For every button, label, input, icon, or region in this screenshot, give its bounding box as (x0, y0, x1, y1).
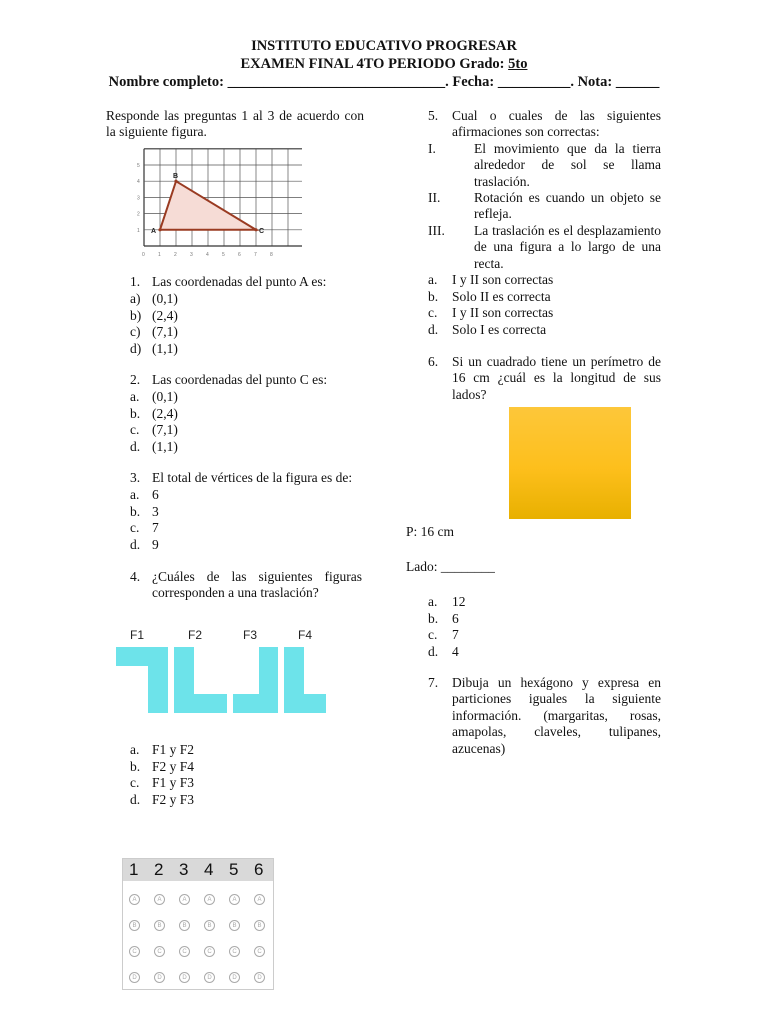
answer-bubble[interactable]: C (254, 946, 265, 957)
q1-text: Las coordenadas del punto A es: (152, 274, 327, 289)
answer-bubble[interactable]: A (154, 894, 165, 905)
answer-bubble[interactable]: C (129, 946, 140, 957)
q3-option-4-key: d. (130, 536, 141, 552)
q2-option-2-key: b. (130, 405, 141, 421)
answer-bubble[interactable]: D (154, 972, 165, 983)
q4-option-3-key: c. (130, 775, 140, 790)
q5-option-4-key: d. (428, 321, 439, 337)
figure-label-f1: F1 (130, 628, 145, 642)
q1-option-1-key: a) (130, 291, 141, 306)
q5-statement-3-key: III. (428, 223, 445, 238)
answer-bubble[interactable]: D (229, 972, 240, 983)
q3-text: El total de vértices de la figura es de: (152, 470, 353, 485)
q5-option-2[interactable]: Solo II es correcta (452, 288, 551, 304)
answer-sheet-question-1: 1 (129, 860, 139, 879)
q6-text: Si un cuadrado tiene un perímetro de 16 cm ¿cuál es la longitud de sus lados? (452, 354, 661, 402)
q2-option-1-key: a. (130, 389, 140, 404)
point-marker (254, 228, 257, 231)
q4-option-1[interactable]: F1 y F2 (152, 742, 195, 757)
q6-option-2-key: b. (428, 610, 439, 626)
x-tick-label: 1 (158, 252, 161, 258)
q3-option-2-key: b. (130, 503, 141, 519)
q1-option-4-key: d) (130, 340, 142, 356)
answer-sheet-header (123, 859, 273, 881)
q2-option-1[interactable]: (0,1) (152, 389, 178, 404)
q2-option-2[interactable]: (2,4) (152, 405, 178, 421)
y-tick-label: 5 (137, 163, 140, 169)
y-tick-label: 2 (137, 211, 140, 218)
q6-option-4[interactable]: 4 (452, 643, 459, 659)
q5-option-2-key: b. (428, 288, 439, 304)
q2-text: Las coordenadas del punto C es: (152, 372, 328, 387)
q2-option-3-key: c. (130, 422, 140, 437)
yellow-square (509, 407, 631, 519)
answer-bubble[interactable]: D (204, 972, 215, 983)
point-label-b: B (173, 173, 179, 181)
answer-sheet-question-6: 6 (254, 860, 264, 879)
answer-bubble[interactable]: D (254, 972, 265, 983)
q5-option-3-key: c. (428, 305, 438, 320)
q5-statement-2: Rotación es cuando un objeto se refleja. (474, 190, 661, 222)
point-label-a: A (151, 227, 157, 235)
exam-title (0, 56, 768, 73)
q6-option-4-key: d. (428, 643, 439, 659)
answer-bubble[interactable]: D (179, 972, 190, 983)
point-label-c: C (259, 227, 265, 235)
q3-option-3-key: c. (130, 520, 140, 535)
answer-bubble[interactable]: B (179, 920, 190, 931)
x-tick-label: 7 (254, 252, 257, 258)
x-tick-label: 4 (206, 252, 209, 258)
q6-number: 6. (428, 354, 439, 369)
q3-option-2[interactable]: 3 (152, 503, 159, 519)
q6-option-1-key: a. (428, 594, 438, 609)
answer-bubble[interactable]: B (154, 920, 165, 931)
q5-number: 5. (428, 108, 439, 123)
q4-option-1-key: a. (130, 742, 140, 757)
q6-option-1[interactable]: 12 (452, 594, 466, 609)
figure-label-f4: F4 (298, 628, 313, 642)
q2-number: 2. (130, 372, 141, 387)
answer-bubble[interactable]: D (129, 972, 140, 983)
q5-statement-1-key: I. (428, 141, 436, 156)
q5-option-1[interactable]: I y II son correctas (452, 272, 554, 287)
answer-bubble[interactable]: B (129, 920, 140, 931)
q1-option-3[interactable]: (7,1) (152, 324, 178, 339)
answer-sheet (122, 858, 274, 990)
q1-option-2[interactable]: (2,4) (152, 307, 178, 323)
answer-bubble[interactable]: A (179, 894, 190, 905)
answer-bubble[interactable]: C (229, 946, 240, 957)
answer-bubble[interactable]: A (129, 894, 140, 905)
q5-option-1-key: a. (428, 272, 438, 287)
intro-instructions: Responde las preguntas 1 al 3 de acuerdo con la siguiente figura. (106, 108, 364, 140)
q5-statement-3: La traslación es el desplazamiento de una figura a lo largo de una recta. (474, 223, 661, 271)
q5-text: Cual o cuales de las siguientes afirmaciones son correctas: (452, 108, 661, 140)
q2-option-4-key: d. (130, 438, 141, 454)
answer-sheet-question-4: 4 (204, 860, 214, 879)
q7-text: Dibuja un hexágono y expresa en particiones iguales la siguiente información. (margaritas, rosas, amapolas, claveles, tulipanes, azucenas) (452, 675, 661, 756)
answer-bubble[interactable]: A (229, 894, 240, 905)
grade-value: 5to (508, 56, 528, 72)
y-tick-label: 3 (137, 195, 140, 202)
q4-number: 4. (130, 569, 141, 584)
q4-option-2-key: b. (130, 758, 141, 774)
answer-bubble[interactable]: C (179, 946, 190, 957)
q3-option-1[interactable]: 6 (152, 487, 159, 502)
q3-option-4[interactable]: 9 (152, 536, 159, 552)
figure-f4-shape (284, 647, 326, 713)
q5-option-4[interactable]: Solo I es correcta (452, 321, 547, 337)
student-info-line: Nombre completo: ______________________________. Fecha: __________. Nota: ______ (108, 74, 660, 90)
x-tick-label: 0 (142, 252, 145, 258)
q3-option-1-key: a. (130, 487, 140, 502)
x-tick-label: 6 (238, 252, 241, 258)
q4-option-4-key: d. (130, 791, 141, 807)
x-tick-label: 8 (270, 252, 273, 258)
y-tick-label: 1 (137, 227, 140, 234)
figure-label-f2: F2 (188, 628, 203, 642)
q1-number: 1. (130, 274, 141, 289)
answer-bubble[interactable]: C (204, 946, 215, 957)
q4-option-4[interactable]: F2 y F3 (152, 791, 195, 807)
answer-bubble[interactable]: A (204, 894, 215, 905)
q6-option-2[interactable]: 6 (452, 610, 459, 626)
q4-text: ¿Cuáles de las siguientes figuras corresponden a una traslación? (152, 569, 362, 601)
translation-figures (114, 644, 330, 716)
point-marker (158, 228, 161, 231)
answer-sheet-question-3: 3 (179, 860, 189, 879)
x-tick-label: 2 (174, 252, 177, 258)
q3-option-3[interactable]: 7 (152, 520, 159, 535)
q5-statement-1: El movimiento que da la tierra alrededor de sol se llama traslación. (474, 141, 661, 189)
side-label: Lado: ________ (406, 559, 495, 574)
answer-bubble[interactable]: B (204, 920, 215, 931)
answer-bubble[interactable]: C (154, 946, 165, 957)
q2-option-4[interactable]: (1,1) (152, 438, 178, 454)
q5-statement-2-key: II. (428, 190, 441, 205)
q4-option-2[interactable]: F2 y F4 (152, 758, 195, 774)
figure-f2-shape (174, 647, 227, 713)
answer-bubble[interactable]: B (229, 920, 240, 931)
q7-number: 7. (428, 675, 439, 690)
answer-sheet-question-5: 5 (229, 860, 239, 879)
q5-option-3[interactable]: I y II son correctas (452, 305, 554, 320)
x-tick-label: 3 (190, 252, 193, 258)
q6-option-3[interactable]: 7 (452, 627, 459, 642)
coordinate-figure (130, 146, 302, 264)
q1-option-1[interactable]: (0,1) (152, 291, 178, 306)
q4-option-3[interactable]: F1 y F3 (152, 775, 195, 790)
answer-bubble[interactable]: B (254, 920, 265, 931)
q1-option-4[interactable]: (1,1) (152, 340, 178, 356)
q1-option-3-key: c) (130, 324, 141, 339)
school-name: INSTITUTO EDUCATIVO PROGRESAR (251, 38, 517, 54)
figure-f1-shape (116, 647, 168, 713)
exam-title-text: EXAMEN FINAL 4TO PERIODO Grado: (240, 56, 509, 72)
q6-option-3-key: c. (428, 627, 438, 642)
y-tick-label: 4 (137, 179, 140, 186)
answer-sheet-question-2: 2 (154, 860, 164, 879)
q1-option-2-key: b) (130, 307, 142, 323)
x-tick-label: 5 (222, 252, 225, 258)
figure-f3-shape (233, 647, 278, 713)
figure-label-f3: F3 (243, 628, 258, 642)
perimeter-label: P: 16 cm (406, 524, 455, 539)
answer-bubble[interactable]: A (254, 894, 265, 905)
q2-option-3[interactable]: (7,1) (152, 422, 178, 437)
q3-number: 3. (130, 470, 141, 485)
